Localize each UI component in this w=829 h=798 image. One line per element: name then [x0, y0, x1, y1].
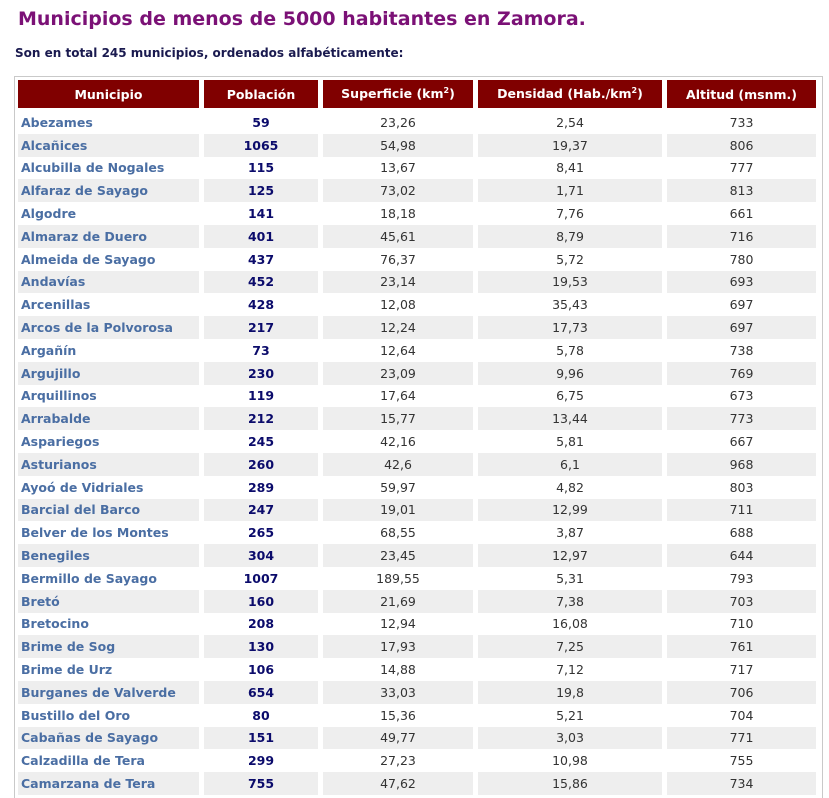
superficie-cell: 23,14	[323, 271, 473, 294]
poblacion-cell: 141	[204, 202, 318, 225]
table-row	[18, 704, 816, 727]
altitud-cell: 777	[667, 157, 816, 180]
table-row	[18, 202, 816, 225]
superficie-cell: 12,24	[323, 316, 473, 339]
altitud-cell: 738	[667, 339, 816, 362]
poblacion-cell: 452	[204, 271, 318, 294]
superficie-cell: 27,23	[323, 749, 473, 772]
superficie-cell: 59,97	[323, 476, 473, 499]
superficie-cell: 15,36	[323, 704, 473, 727]
poblacion-cell: 106	[204, 658, 318, 681]
poblacion-cell: 755	[204, 772, 318, 795]
table-row	[18, 544, 816, 567]
table-row	[18, 453, 816, 476]
table-row	[18, 635, 816, 658]
densidad-cell: 5,31	[478, 567, 662, 590]
superficie-cell: 42,16	[323, 430, 473, 453]
poblacion-cell: 1007	[204, 567, 318, 590]
municipio-link[interactable]: Argañín	[18, 339, 199, 362]
header-municipio: Municipio	[18, 80, 199, 108]
poblacion-cell: 230	[204, 362, 318, 385]
densidad-cell: 19,8	[478, 681, 662, 704]
table-row	[18, 293, 816, 316]
densidad-cell: 3,03	[478, 727, 662, 750]
municipio-link[interactable]: Cabañas de Sayago	[18, 727, 199, 750]
superficie-cell: 12,94	[323, 613, 473, 636]
densidad-cell: 3,87	[478, 521, 662, 544]
altitud-cell: 716	[667, 225, 816, 248]
altitud-cell: 771	[667, 727, 816, 750]
altitud-cell: 780	[667, 248, 816, 271]
poblacion-cell: 299	[204, 749, 318, 772]
altitud-cell: 693	[667, 271, 816, 294]
municipios-table	[13, 80, 821, 795]
altitud-cell: 673	[667, 385, 816, 408]
densidad-cell: 7,12	[478, 658, 662, 681]
densidad-cell: 8,41	[478, 157, 662, 180]
municipio-link[interactable]: Bustillo del Oro	[18, 704, 199, 727]
altitud-cell: 704	[667, 704, 816, 727]
altitud-cell: 734	[667, 772, 816, 795]
table-row	[18, 271, 816, 294]
superficie-cell: 15,77	[323, 407, 473, 430]
poblacion-cell: 80	[204, 704, 318, 727]
table-row	[18, 567, 816, 590]
densidad-cell: 12,99	[478, 499, 662, 522]
poblacion-cell: 260	[204, 453, 318, 476]
altitud-cell: 703	[667, 590, 816, 613]
poblacion-cell: 437	[204, 248, 318, 271]
poblacion-cell: 119	[204, 385, 318, 408]
altitud-cell: 803	[667, 476, 816, 499]
header-superficie-sup: 2	[443, 86, 450, 96]
municipio-link[interactable]: Aspariegos	[18, 430, 199, 453]
table-row	[18, 476, 816, 499]
poblacion-cell: 247	[204, 499, 318, 522]
superficie-cell: 17,93	[323, 635, 473, 658]
table-body	[18, 111, 816, 795]
altitud-cell: 761	[667, 635, 816, 658]
municipio-link[interactable]: Arcenillas	[18, 293, 199, 316]
poblacion-cell: 115	[204, 157, 318, 180]
superficie-cell: 19,01	[323, 499, 473, 522]
poblacion-cell: 125	[204, 179, 318, 202]
altitud-cell: 793	[667, 567, 816, 590]
superficie-cell: 13,67	[323, 157, 473, 180]
superficie-cell: 49,77	[323, 727, 473, 750]
poblacion-cell: 401	[204, 225, 318, 248]
municipio-link[interactable]: Arquillinos	[18, 385, 199, 408]
table-row	[18, 407, 816, 430]
densidad-cell: 9,96	[478, 362, 662, 385]
altitud-cell: 667	[667, 430, 816, 453]
table-row	[18, 681, 816, 704]
header-superficie-label: Superficie (km	[341, 86, 444, 102]
poblacion-cell: 217	[204, 316, 318, 339]
page-title: Municipios de menos de 5000 habitantes en Zamora.	[18, 8, 586, 30]
densidad-cell: 15,86	[478, 772, 662, 795]
header-superficie	[323, 80, 473, 108]
altitud-cell: 717	[667, 658, 816, 681]
superficie-cell: 42,6	[323, 453, 473, 476]
table-row	[18, 225, 816, 248]
municipio-link[interactable]: Bretó	[18, 590, 199, 613]
municipio-link[interactable]: Arrabalde	[18, 407, 199, 430]
densidad-cell: 35,43	[478, 293, 662, 316]
poblacion-cell: 59	[204, 111, 318, 134]
poblacion-cell: 73	[204, 339, 318, 362]
poblacion-cell: 212	[204, 407, 318, 430]
altitud-cell: 710	[667, 613, 816, 636]
altitud-cell: 688	[667, 521, 816, 544]
superficie-cell: 23,26	[323, 111, 473, 134]
altitud-cell: 773	[667, 407, 816, 430]
poblacion-cell: 160	[204, 590, 318, 613]
densidad-cell: 17,73	[478, 316, 662, 339]
densidad-cell: 7,76	[478, 202, 662, 225]
table-row	[18, 430, 816, 453]
poblacion-cell: 289	[204, 476, 318, 499]
table-row	[18, 749, 816, 772]
municipio-link[interactable]: Belver de los Montes	[18, 521, 199, 544]
altitud-cell: 697	[667, 316, 816, 339]
table-row	[18, 248, 816, 271]
table-row	[18, 339, 816, 362]
densidad-cell: 2,54	[478, 111, 662, 134]
densidad-cell: 1,71	[478, 179, 662, 202]
densidad-cell: 5,21	[478, 704, 662, 727]
municipio-link[interactable]: Algodre	[18, 202, 199, 225]
superficie-cell: 17,64	[323, 385, 473, 408]
altitud-cell: 769	[667, 362, 816, 385]
densidad-cell: 10,98	[478, 749, 662, 772]
densidad-cell: 6,75	[478, 385, 662, 408]
poblacion-cell: 428	[204, 293, 318, 316]
municipio-link[interactable]: Alcañices	[18, 134, 199, 157]
superficie-cell: 68,55	[323, 521, 473, 544]
municipio-link[interactable]: Almeida de Sayago	[18, 248, 199, 271]
poblacion-cell: 151	[204, 727, 318, 750]
subtitle: Son en total 245 municipios, ordenados alfabéticamente:	[15, 46, 404, 60]
municipio-link[interactable]: Ayoó de Vidriales	[18, 476, 199, 499]
altitud-cell: 806	[667, 134, 816, 157]
densidad-cell: 5,72	[478, 248, 662, 271]
municipio-link[interactable]: Alcubilla de Nogales	[18, 157, 199, 180]
header-densidad-sup: 2	[631, 86, 638, 96]
municipio-link[interactable]: Barcial del Barco	[18, 499, 199, 522]
table-row	[18, 499, 816, 522]
densidad-cell: 6,1	[478, 453, 662, 476]
municipio-link[interactable]: Asturianos	[18, 453, 199, 476]
altitud-cell: 706	[667, 681, 816, 704]
table-row	[18, 362, 816, 385]
header-densidad-label: Densidad (Hab./km	[497, 86, 632, 102]
municipio-link[interactable]: Abezames	[18, 111, 199, 134]
densidad-cell: 16,08	[478, 613, 662, 636]
densidad-cell: 5,78	[478, 339, 662, 362]
densidad-cell: 7,38	[478, 590, 662, 613]
poblacion-cell: 1065	[204, 134, 318, 157]
altitud-cell: 968	[667, 453, 816, 476]
poblacion-cell: 245	[204, 430, 318, 453]
municipio-link[interactable]: Arcos de la Polvorosa	[18, 316, 199, 339]
table-row	[18, 316, 816, 339]
densidad-cell: 13,44	[478, 407, 662, 430]
densidad-cell: 5,81	[478, 430, 662, 453]
superficie-cell: 14,88	[323, 658, 473, 681]
header-poblacion: Población	[204, 80, 318, 108]
superficie-cell: 12,64	[323, 339, 473, 362]
poblacion-cell: 304	[204, 544, 318, 567]
table-row	[18, 521, 816, 544]
header-altitud: Altitud (msnm.)	[667, 80, 816, 108]
superficie-cell: 21,69	[323, 590, 473, 613]
superficie-cell: 45,61	[323, 225, 473, 248]
municipio-link[interactable]: Almaraz de Duero	[18, 225, 199, 248]
table-row	[18, 727, 816, 750]
densidad-cell: 7,25	[478, 635, 662, 658]
table-row	[18, 385, 816, 408]
municipio-link[interactable]: Burganes de Valverde	[18, 681, 199, 704]
header-superficie-close: )	[449, 86, 455, 102]
table-row	[18, 590, 816, 613]
densidad-cell: 19,53	[478, 271, 662, 294]
table-row	[18, 111, 816, 134]
altitud-cell: 644	[667, 544, 816, 567]
superficie-cell: 189,55	[323, 567, 473, 590]
municipio-link[interactable]: Brime de Sog	[18, 635, 199, 658]
densidad-cell: 4,82	[478, 476, 662, 499]
superficie-cell: 33,03	[323, 681, 473, 704]
header-densidad	[478, 80, 662, 108]
superficie-cell: 23,45	[323, 544, 473, 567]
altitud-cell: 661	[667, 202, 816, 225]
municipio-link[interactable]: Camarzana de Tera	[18, 772, 199, 795]
table-row	[18, 613, 816, 636]
municipio-link[interactable]: Calzadilla de Tera	[18, 749, 199, 772]
municipio-link[interactable]: Benegiles	[18, 544, 199, 567]
header-densidad-close: )	[637, 86, 643, 102]
densidad-cell: 8,79	[478, 225, 662, 248]
poblacion-cell: 130	[204, 635, 318, 658]
altitud-cell: 697	[667, 293, 816, 316]
municipio-link[interactable]: Brime de Urz	[18, 658, 199, 681]
superficie-cell: 12,08	[323, 293, 473, 316]
superficie-cell: 76,37	[323, 248, 473, 271]
table-row	[18, 179, 816, 202]
superficie-cell: 18,18	[323, 202, 473, 225]
superficie-cell: 47,62	[323, 772, 473, 795]
municipio-link[interactable]: Argujillo	[18, 362, 199, 385]
poblacion-cell: 654	[204, 681, 318, 704]
table-row	[18, 658, 816, 681]
superficie-cell: 23,09	[323, 362, 473, 385]
table-row	[18, 134, 816, 157]
municipio-link[interactable]: Alfaraz de Sayago	[18, 179, 199, 202]
densidad-cell: 12,97	[478, 544, 662, 567]
municipio-link[interactable]: Bermillo de Sayago	[18, 567, 199, 590]
densidad-cell: 19,37	[478, 134, 662, 157]
municipio-link[interactable]: Bretocino	[18, 613, 199, 636]
poblacion-cell: 208	[204, 613, 318, 636]
municipio-link[interactable]: Andavías	[18, 271, 199, 294]
altitud-cell: 733	[667, 111, 816, 134]
altitud-cell: 813	[667, 179, 816, 202]
table-row	[18, 157, 816, 180]
altitud-cell: 755	[667, 749, 816, 772]
altitud-cell: 711	[667, 499, 816, 522]
poblacion-cell: 265	[204, 521, 318, 544]
superficie-cell: 73,02	[323, 179, 473, 202]
superficie-cell: 54,98	[323, 134, 473, 157]
table-row	[18, 772, 816, 795]
